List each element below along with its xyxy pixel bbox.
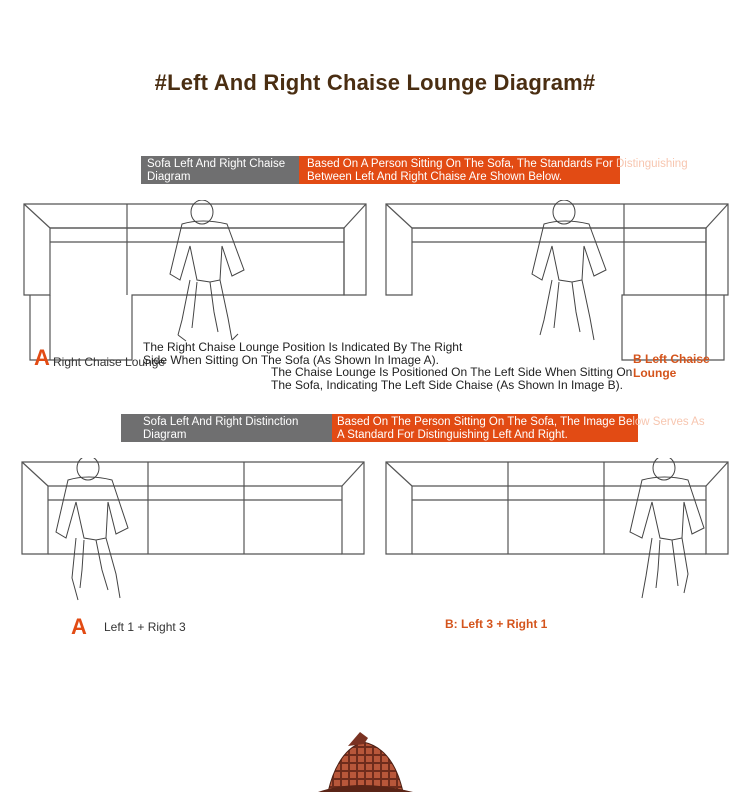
note-a-line1: The Right Chaise Lounge Position Is Indicated By The Right	[143, 340, 463, 354]
section1-banner-orange-line1: Based On A Person Sitting On The Sofa, The Standards For	[307, 158, 613, 170]
note-b-line2: The Sofa, Indicating The Left Side Chaise (As Shown In Image B).	[271, 378, 623, 392]
note-a-line2: Side When Sitting On The Sofa (As Shown In Image A).	[143, 353, 439, 367]
section2-banner-orange-line1-overflow: low Serves As	[632, 416, 705, 428]
section1-banner-gray	[141, 156, 299, 184]
label-a-letter-1: A	[34, 345, 50, 370]
person-figure-b2	[630, 458, 704, 598]
section1-banner-orange-line2: Between Left And Right Chaise Are Shown Below.	[307, 171, 563, 183]
person-figure-a2	[56, 458, 128, 600]
section2-banner-orange-line2: A Standard For Distinguishing Left And Right.	[337, 429, 568, 441]
section2-banner-gray-text: Sofa Left And Right Distinction Diagram	[143, 416, 299, 441]
section2-banner-orange	[332, 414, 705, 442]
section2-banner-gray	[121, 414, 332, 442]
note-a-right-chaise	[143, 341, 483, 367]
section1-banner-orange	[299, 156, 688, 184]
section1-banner-gray-text: Sofa Left And Right Chaise Diagram	[147, 158, 286, 183]
label-b-left3-right1: B: Left 3 + Right 1	[445, 617, 548, 631]
section2-banner-orange-line1: Based On The Person Sitting On The Sofa, The Image Be	[337, 416, 633, 428]
label-b-left-chaise: B Left Chaise Lounge	[633, 352, 710, 380]
sofa-diagram-b-left3-right1	[384, 458, 732, 613]
detective-hat-icon	[308, 730, 418, 792]
label-a-left1-right3: Left 1 + Right 3	[104, 620, 186, 634]
section1-banner-orange-line1-overflow: Distinguishing	[612, 158, 688, 170]
label-a-letter-2: A	[71, 614, 87, 639]
label-a-right-chaise: Right Chaise Lounge	[53, 355, 166, 369]
sofa-diagram-a-left1-right3	[20, 458, 368, 613]
note-b-left-chaise	[271, 366, 641, 392]
person-figure-a1	[170, 200, 244, 341]
note-b-line1: The Chaise Lounge Is Positioned On The Left Side When Sitting On	[271, 365, 633, 379]
page-title: #Left And Right Chaise Lounge Diagram#	[154, 70, 596, 95]
person-figure-b1	[532, 200, 606, 340]
